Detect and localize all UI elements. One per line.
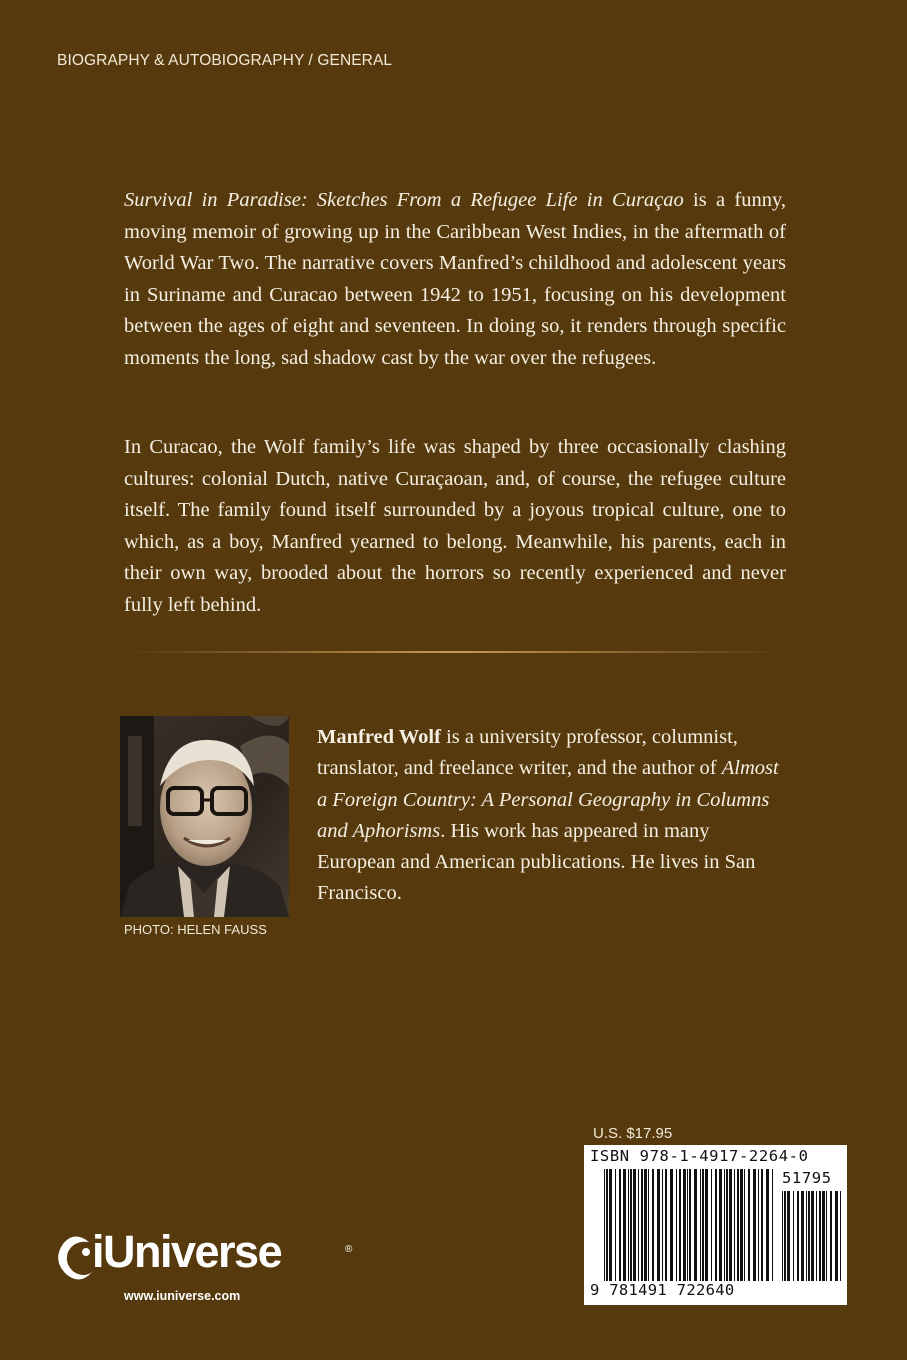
barcode-bar [729, 1169, 732, 1281]
barcode-bar [811, 1191, 814, 1281]
registered-mark: ® [345, 1244, 353, 1255]
barcode-bar [816, 1191, 817, 1281]
barcode-bar [657, 1169, 660, 1281]
barcode-bar [689, 1169, 691, 1281]
barcode-bar [638, 1169, 639, 1281]
author-bio-text-1: is a university professor, columnist, translator, and freelance writer, and the author of [317, 726, 738, 780]
barcode-bar [702, 1169, 704, 1281]
barcode-bar [835, 1191, 838, 1281]
barcode-bar [687, 1169, 688, 1281]
barcode-bar [652, 1169, 654, 1281]
blurb-paragraph-1 [124, 185, 786, 374]
author-photo [120, 716, 289, 917]
barcode-bar [766, 1169, 769, 1281]
divider [130, 651, 780, 653]
barcode-bar [748, 1169, 750, 1281]
barcode-bar [724, 1169, 725, 1281]
barcode-bar [801, 1191, 804, 1281]
blurb-paragraph-2: In Curacao, the Wolf family’s life was shaped by three occasionally clashing cultures: colonial Dutch, native Curaçaoan, and, of course, the refugee culture itself. The family found itself surrounded by a joyous tropical culture, one to which, as a boy, Manfred yearned to belong. Meanwhile, his parents, each in their own way, brooded about the horrors so recently experienced and never fully left behind. [124, 436, 786, 616]
barcode-bar [737, 1169, 739, 1281]
barcode-bar [711, 1169, 712, 1281]
barcode-bar [628, 1169, 629, 1281]
publisher-logo: iUniverse [92, 1226, 282, 1277]
barcode-bar [683, 1169, 686, 1281]
barcode-bar [619, 1169, 621, 1281]
barcode-bar [822, 1191, 825, 1281]
barcode-bar [662, 1169, 663, 1281]
barcode [584, 1145, 847, 1305]
author-bio-text-2: . His work has appeared in many European and American publications. He lives in San Francisco. [317, 819, 756, 905]
barcode-bar [782, 1191, 783, 1281]
publisher-url: www.iuniverse.com [124, 1289, 241, 1303]
barcode-bar [705, 1169, 708, 1281]
barcode-bar [840, 1191, 841, 1281]
category-label: BIOGRAPHY & AUTOBIOGRAPHY / GENERAL [57, 52, 393, 69]
barcode-bar [679, 1169, 681, 1281]
author-bio [317, 722, 787, 910]
barcode-bar [830, 1191, 832, 1281]
author-portrait-icon [120, 716, 289, 917]
blurb-paragraph-1-text: is a funny, moving memoir of growing up in the Caribbean West Indies, in the aftermath of World War Two. The narrative covers Manfred’s childhood and adolescent years in Suriname and Curacao between 1942 to 1951, focusing on his development between the ages of eight and seventeen. In doing so, it renders through specific moments the long, sad shadow cast by the war over the refugees. [124, 189, 786, 369]
barcode-bar [604, 1169, 605, 1281]
barcode-bar [761, 1169, 763, 1281]
barcode-bar [726, 1169, 728, 1281]
author-book-title: Almost a Foreign Country: A Personal Geography in Columns and Aphorisms [317, 757, 779, 842]
barcode-bar [758, 1169, 759, 1281]
barcode-bar [819, 1191, 821, 1281]
barcode-bar [609, 1169, 612, 1281]
photo-credit: PHOTO: HELEN FAUSS [124, 922, 267, 937]
barcode-bar [630, 1169, 632, 1281]
isbn-label: ISBN 978-1-4917-2264-0 [590, 1147, 809, 1165]
barcode-bar [744, 1169, 745, 1281]
barcode-bar [641, 1169, 643, 1281]
barcode-bar [676, 1169, 677, 1281]
isbn-digits: 9 781491 722640 [590, 1281, 735, 1299]
barcode-bar [694, 1169, 697, 1281]
barcode-bar [787, 1191, 790, 1281]
barcode-bar [615, 1169, 616, 1281]
author-name: Manfred Wolf [317, 726, 441, 748]
barcode-bar [715, 1169, 717, 1281]
barcode-bar [793, 1191, 794, 1281]
barcode-bar [806, 1191, 807, 1281]
barcode-bar [623, 1169, 626, 1281]
barcode-bar [753, 1169, 756, 1281]
addon-bars [782, 1191, 841, 1281]
barcode-bar [734, 1169, 735, 1281]
barcode-bar [797, 1191, 799, 1281]
book-title: Survival in Paradise: Sketches From a Refugee Life in Curaçao [124, 189, 684, 211]
barcode-bar [644, 1169, 647, 1281]
barcode-bar [784, 1191, 786, 1281]
barcode-bar [808, 1191, 810, 1281]
barcode-bar [826, 1191, 827, 1281]
barcode-bar [719, 1169, 722, 1281]
barcode-bar [700, 1169, 701, 1281]
price-code: 51795 [782, 1169, 832, 1187]
barcode-bar [648, 1169, 649, 1281]
barcode-bar [633, 1169, 636, 1281]
barcode-bar [606, 1169, 608, 1281]
barcode-bar [665, 1169, 667, 1281]
barcode-bar [740, 1169, 743, 1281]
ean-bars [604, 1169, 773, 1281]
price: U.S. $17.95 [593, 1125, 673, 1142]
barcode-bar [772, 1169, 773, 1281]
barcode-bar [670, 1169, 673, 1281]
